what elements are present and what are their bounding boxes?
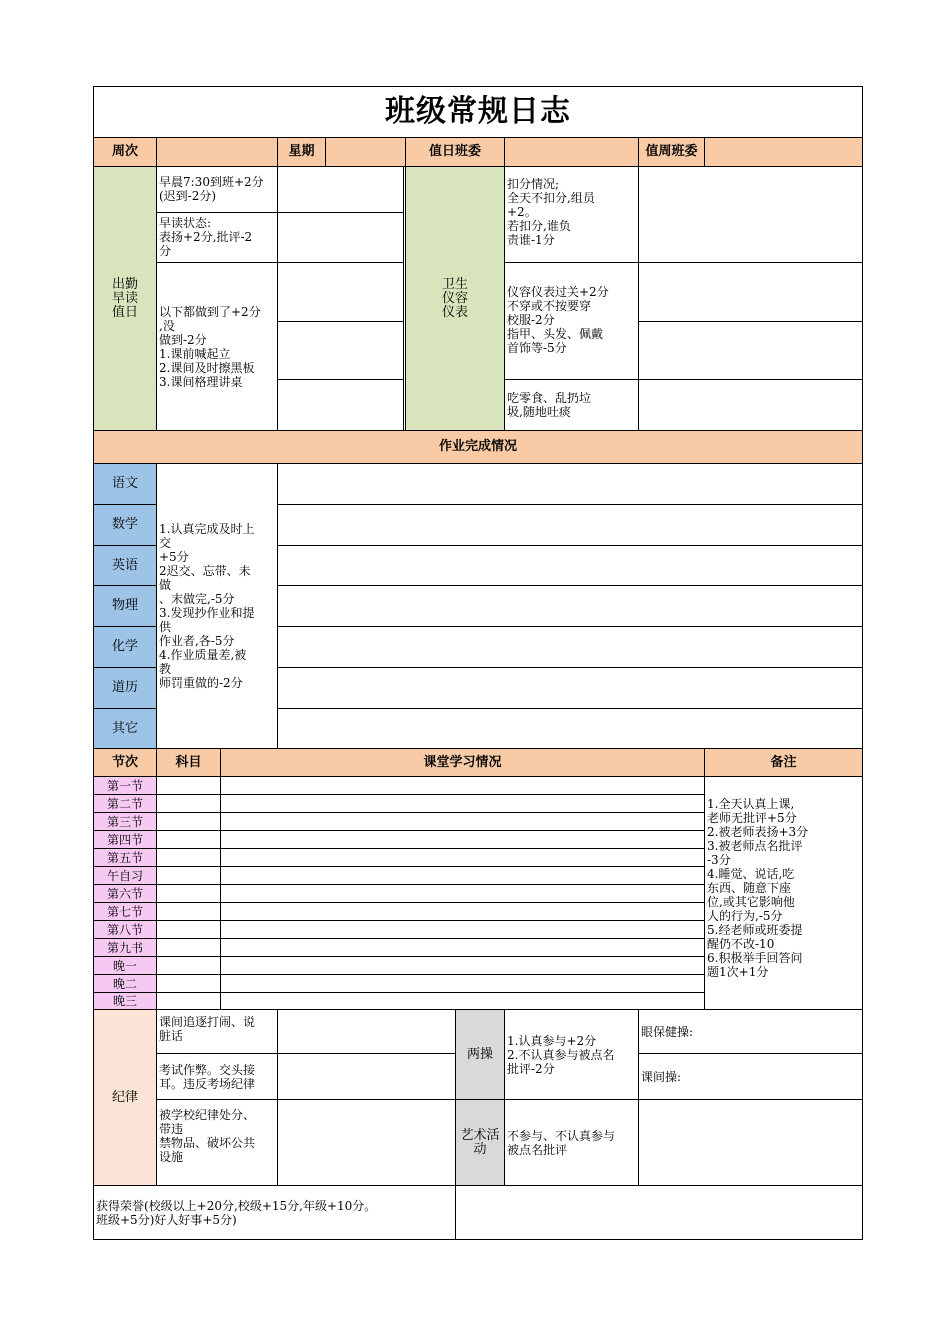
exercise-label: 两操: [455, 1009, 505, 1100]
attendance-rule-3: 以下都做到了+2分 ,没 做到-2分 1.课前喊起立 2.课间及时擦黑板 3.课间格理讲桌: [156, 262, 278, 431]
discipline-rule-3: 被学校纪律处分、 带违 禁物品、破坏公共 设施: [156, 1099, 278, 1186]
period-4-subject[interactable]: [156, 830, 221, 849]
period-1-study[interactable]: [220, 776, 705, 795]
hygiene-rule-1: 扣分情况; 全天不扣分,组员 +2。 若扣分,谁负 责谁-1分: [504, 166, 639, 263]
period-noon-study: 午自习: [93, 866, 157, 885]
exercise-rule: 1.认真参与+2分 2.不认真参与被点名 批评-2分: [504, 1009, 639, 1100]
attendance-score-cell-4[interactable]: [277, 321, 404, 380]
homework-record-english[interactable]: [277, 545, 863, 586]
discipline-score-cell-2[interactable]: [277, 1053, 456, 1100]
period-8: 第八节: [93, 920, 157, 939]
period-1: 第一节: [93, 776, 157, 795]
discipline-score-cell-3[interactable]: [277, 1099, 456, 1186]
hygiene-rule-3: 吃零食、乱扔垃 圾,随地吐痰: [504, 379, 639, 431]
class-remarks: 1.全天认真上课, 老师无批评+5分 2.被老师表扬+3分 3.被老师点名批评 -3分 4.睡觉、说话,吃 东西、随意下座 位,或其它影响他 人的行为,-5分 5.经老师或班委提 醒仍不改-10 6.积极举手回答问 题1次+1分: [704, 776, 863, 1010]
homework-section-header: 作业完成情况: [93, 430, 863, 464]
discipline-rule-1: 课间追逐打闹、说 脏话: [156, 1009, 278, 1054]
homework-record-chinese[interactable]: [277, 463, 863, 505]
period-9-subject[interactable]: [156, 938, 221, 957]
period-2-study[interactable]: [220, 794, 705, 813]
period-2: 第二节: [93, 794, 157, 813]
art-activity-score-cell[interactable]: [638, 1099, 863, 1186]
duty-value-cell[interactable]: [504, 137, 639, 167]
discipline-section-label: 纪律: [93, 1009, 157, 1186]
period-7-subject[interactable]: [156, 902, 221, 921]
period-evening-2-study[interactable]: [220, 974, 705, 993]
attendance-score-cell-3[interactable]: [277, 262, 404, 322]
period-6-study[interactable]: [220, 884, 705, 903]
period-5: 第五节: [93, 848, 157, 867]
art-activity-label: 艺术活 动: [455, 1099, 505, 1186]
honors-rule: 获得荣誉(校级以上+20分,校级+15分,年级+10分。 班级+5分)好人好事+5分): [93, 1185, 456, 1240]
hygiene-rule-2: 仪容仪表过关+2分 不穿或不按要穿 校服-2分 指甲、头发、佩戴 首饰等-5分: [504, 262, 639, 380]
period-1-subject[interactable]: [156, 776, 221, 795]
study-label: 课堂学习情况: [220, 748, 705, 777]
discipline-rule-2: 考试作弊。交头接 耳。违反考场纪律: [156, 1053, 278, 1100]
hygiene-score-cell-1[interactable]: [638, 166, 863, 263]
art-activity-rule: 不参与、不认真参与 被点名批评: [504, 1099, 639, 1186]
homework-subject-math: 数学: [93, 504, 157, 546]
homework-record-chemistry[interactable]: [277, 626, 863, 668]
period-evening-3-study[interactable]: [220, 992, 705, 1010]
period-8-study[interactable]: [220, 920, 705, 939]
eye-exercise-field[interactable]: 眼保健操:: [638, 1009, 863, 1054]
period-5-subject[interactable]: [156, 848, 221, 867]
subject-label: 科目: [156, 748, 221, 777]
period-4: 第四节: [93, 830, 157, 849]
weekly-duty-value-cell[interactable]: [704, 137, 863, 167]
period-evening-2-subject[interactable]: [156, 974, 221, 993]
homework-subject-chemistry: 化学: [93, 626, 157, 668]
homework-record-other[interactable]: [277, 708, 863, 749]
homework-subject-physics: 物理: [93, 585, 157, 627]
period-8-subject[interactable]: [156, 920, 221, 939]
period-evening-1: 晚一: [93, 956, 157, 975]
weekday-value-cell[interactable]: [325, 137, 406, 167]
break-exercise-field[interactable]: 课间操:: [638, 1053, 863, 1100]
attendance-score-cell-1[interactable]: [277, 166, 404, 213]
weekday-label: 星期: [277, 137, 326, 167]
homework-subject-english: 英语: [93, 545, 157, 586]
period-3: 第三节: [93, 812, 157, 831]
period-noon-subject[interactable]: [156, 866, 221, 885]
remarks-label: 备注: [704, 748, 863, 777]
period-4-study[interactable]: [220, 830, 705, 849]
homework-record-physics[interactable]: [277, 585, 863, 627]
attendance-score-cell-5[interactable]: [277, 379, 404, 431]
period-9-study[interactable]: [220, 938, 705, 957]
hygiene-score-cell-3[interactable]: [638, 321, 863, 380]
homework-rules: 1.认真完成及时上 交 +5分 2迟交、忘带、未 做 、末做完,-5分 3.发现抄作业和提 供 作业者,各-5分 4.作业质量差,被 教 师罚重做的-2分: [156, 463, 278, 749]
period-evening-1-subject[interactable]: [156, 956, 221, 975]
period-5-study[interactable]: [220, 848, 705, 867]
hygiene-score-cell-2[interactable]: [638, 262, 863, 322]
period-label: 节次: [93, 748, 157, 777]
period-2-subject[interactable]: [156, 794, 221, 813]
period-7: 第七节: [93, 902, 157, 921]
period-evening-3-subject[interactable]: [156, 992, 221, 1010]
period-3-study[interactable]: [220, 812, 705, 831]
period-9: 第九书: [93, 938, 157, 957]
discipline-score-cell-1[interactable]: [277, 1009, 456, 1054]
attendance-rule-2: 早读状态: 表扬+2分,批评-2 分: [156, 212, 278, 263]
homework-subject-other: 其它: [93, 708, 157, 749]
attendance-rule-1: 早晨7:30到班+2分 (迟到-2分): [156, 166, 278, 213]
attendance-score-cell-2[interactable]: [277, 212, 404, 263]
duty-label: 值日班委: [405, 137, 505, 167]
period-6-subject[interactable]: [156, 884, 221, 903]
attendance-section-label: 出勤 早读 值日: [93, 166, 157, 431]
period-evening-2: 晚二: [93, 974, 157, 993]
week-value-cell[interactable]: [156, 137, 278, 167]
period-evening-1-study[interactable]: [220, 956, 705, 975]
period-7-study[interactable]: [220, 902, 705, 921]
period-3-subject[interactable]: [156, 812, 221, 831]
page-title: 班级常规日志: [93, 86, 863, 138]
honors-record-cell[interactable]: [455, 1185, 863, 1240]
period-evening-3: 晚三: [93, 992, 157, 1010]
weekly-duty-label: 值周班委: [638, 137, 705, 167]
homework-subject-history: 道历: [93, 667, 157, 709]
period-6: 第六节: [93, 884, 157, 903]
week-label: 周次: [93, 137, 157, 167]
homework-record-history[interactable]: [277, 667, 863, 709]
homework-subject-chinese: 语文: [93, 463, 157, 505]
hygiene-score-cell-4[interactable]: [638, 379, 863, 431]
homework-record-math[interactable]: [277, 504, 863, 546]
hygiene-section-label: 卫生 仪容 仪表: [405, 166, 505, 431]
period-noon-study-record[interactable]: [220, 866, 705, 885]
